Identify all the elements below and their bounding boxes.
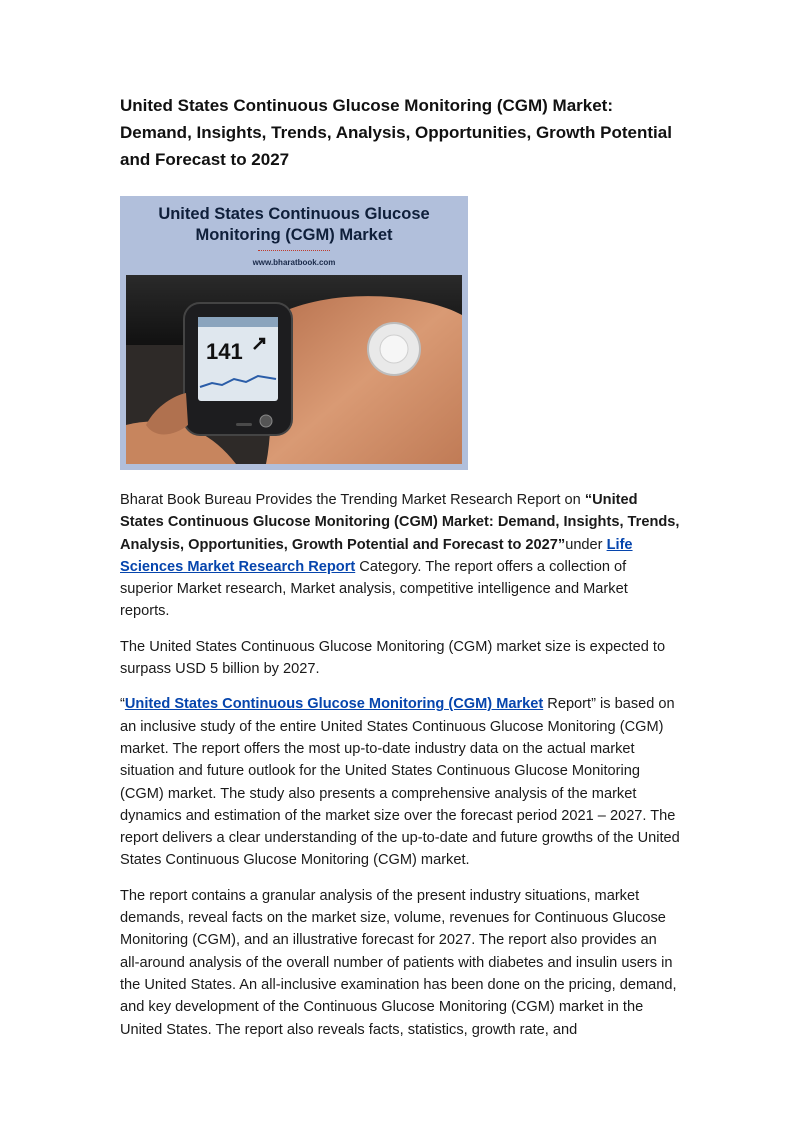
- arm-shape: [266, 296, 462, 464]
- report-title-bold: “United States Continuous Glucose Monitoring (CGM) Market: Demand, Insights, Trends, Analysis, Opportunities, Growth Potential and Forecast to 2027”: [120, 492, 680, 553]
- banner-url: www.bharatbook.com: [252, 258, 336, 267]
- cgm-photo-illustration: [126, 275, 462, 464]
- device-reading: 141: [206, 339, 243, 364]
- document-title: United States Continuous Glucose Monitoring (CGM) Market: Demand, Insights, Trends, Analysis, Opportunities, Growth Potential and Forecast to 2027: [120, 96, 672, 169]
- intro-text: Bharat Book Bureau Provides the Trending Market Research Report on: [120, 492, 585, 508]
- report-description-paragraph: [120, 693, 680, 871]
- banner-title-line2: Monitoring (CGM) Market: [195, 226, 393, 244]
- report-banner-image: [120, 196, 468, 470]
- open-quote: “: [120, 696, 125, 713]
- analysis-paragraph: The report contains a granular analysis of the present industry situations, market demands, reveal facts on the market size, volume, revenues for Continuous Glucose Monitoring (CGM), and an illustrative forecast for 2027. The report also provides an all-around analysis of the overall number of patients with diabetes and insulin users in the United States. An all-inclusive examination has been done on the pricing, demand, and key development of the Continuous Glucose Monitoring (CGM) market in the United States. The report also reveals facts, statistics, growth rate, and: [120, 887, 677, 1038]
- report-description-text: Report” is based on an inclusive study of the entire United States Continuous Glucose Monitoring (CGM) market. The report offers the most up-to-date industry data on the actual market situation and future outlook for the United States Continuous Glucose Monitoring (CGM) market. The study also presents a comprehensive analysis of the market dynamics and estimation of the market size over the forecast period 2021 – 2027. The report delivers a clear understanding of the up-to-date and future growths of the United States Continuous Glucose Monitoring (CGM) market.: [120, 696, 680, 869]
- document-page: [120, 92, 680, 1041]
- intro-paragraph: [120, 489, 680, 623]
- banner-divider: [258, 250, 330, 251]
- banner-title: [120, 204, 468, 246]
- cgm-market-report-link[interactable]: United States Continuous Glucose Monitoring (CGM) Market: [124, 696, 544, 713]
- market-size-paragraph: The United States Continuous Glucose Monitoring (CGM) market size is expected to surpass USD 5 billion by 2027.: [120, 638, 666, 678]
- life-sciences-link[interactable]: Life Sciences Market Research Report: [120, 536, 633, 575]
- cgm-reader-device: [184, 303, 292, 435]
- intro-rest-text: Category. The report offers a collection of superior Market research, Market analysis, competitive intelligence and Market reports.: [120, 558, 628, 620]
- under-text: under: [565, 536, 607, 553]
- cgm-photo: [126, 275, 462, 464]
- banner-title-line1: United States Continuous Glucose: [158, 205, 430, 223]
